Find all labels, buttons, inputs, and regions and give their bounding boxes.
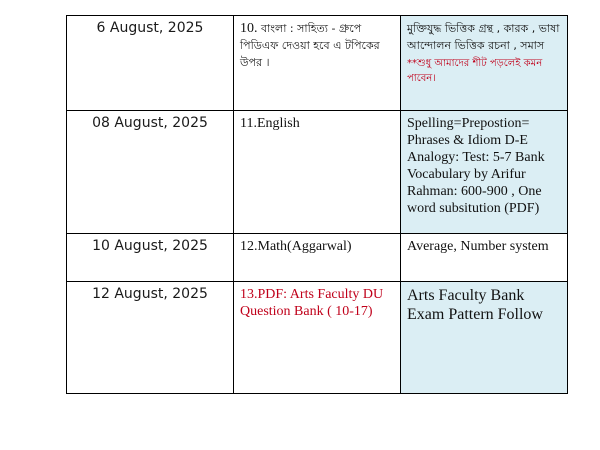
topic-cell: 11.English: [234, 111, 401, 234]
detail-text: মুক্তিযুদ্ধ ভিত্তিক গ্রন্থ , কারক , ভাষা আন্দোলন ভিত্তিক রচনা , সমাস: [407, 22, 560, 52]
detail-note: **শুধু আমাদের শীট পড়লেই কমন পাবেন।: [407, 58, 543, 84]
topic-cell: [234, 16, 401, 111]
topic-text: বাংলা : সাহিত্য - গ্রুপে পিডিএফ দেওয়া হবে এ টপিকের উপর ।: [240, 22, 380, 69]
table-row: [67, 111, 568, 234]
table-row: [67, 16, 568, 111]
topic-cell: 12.Math(Aggarwal): [234, 234, 401, 282]
date-cell: 6 August, 2025: [67, 16, 234, 111]
date-cell: 08 August, 2025: [67, 111, 234, 234]
schedule-table: [66, 15, 568, 394]
detail-cell: [401, 16, 568, 111]
topic-number: 10.: [240, 21, 258, 36]
detail-cell: Average, Number system: [401, 234, 568, 282]
date-cell: 12 August, 2025: [67, 282, 234, 394]
table-row: [67, 234, 568, 282]
detail-cell: Arts Faculty Bank Exam Pattern Follow: [401, 282, 568, 394]
table-row: [67, 282, 568, 394]
topic-cell: 13.PDF: Arts Faculty DU Question Bank ( 10-17): [234, 282, 401, 394]
date-cell: 10 August, 2025: [67, 234, 234, 282]
detail-cell: Spelling=Prepostion= Phrases & Idiom D-E Analogy: Test: 5-7 Bank Vocabulary by Arifur Rahman: 600-900 , One word subsitution (PDF): [401, 111, 568, 234]
